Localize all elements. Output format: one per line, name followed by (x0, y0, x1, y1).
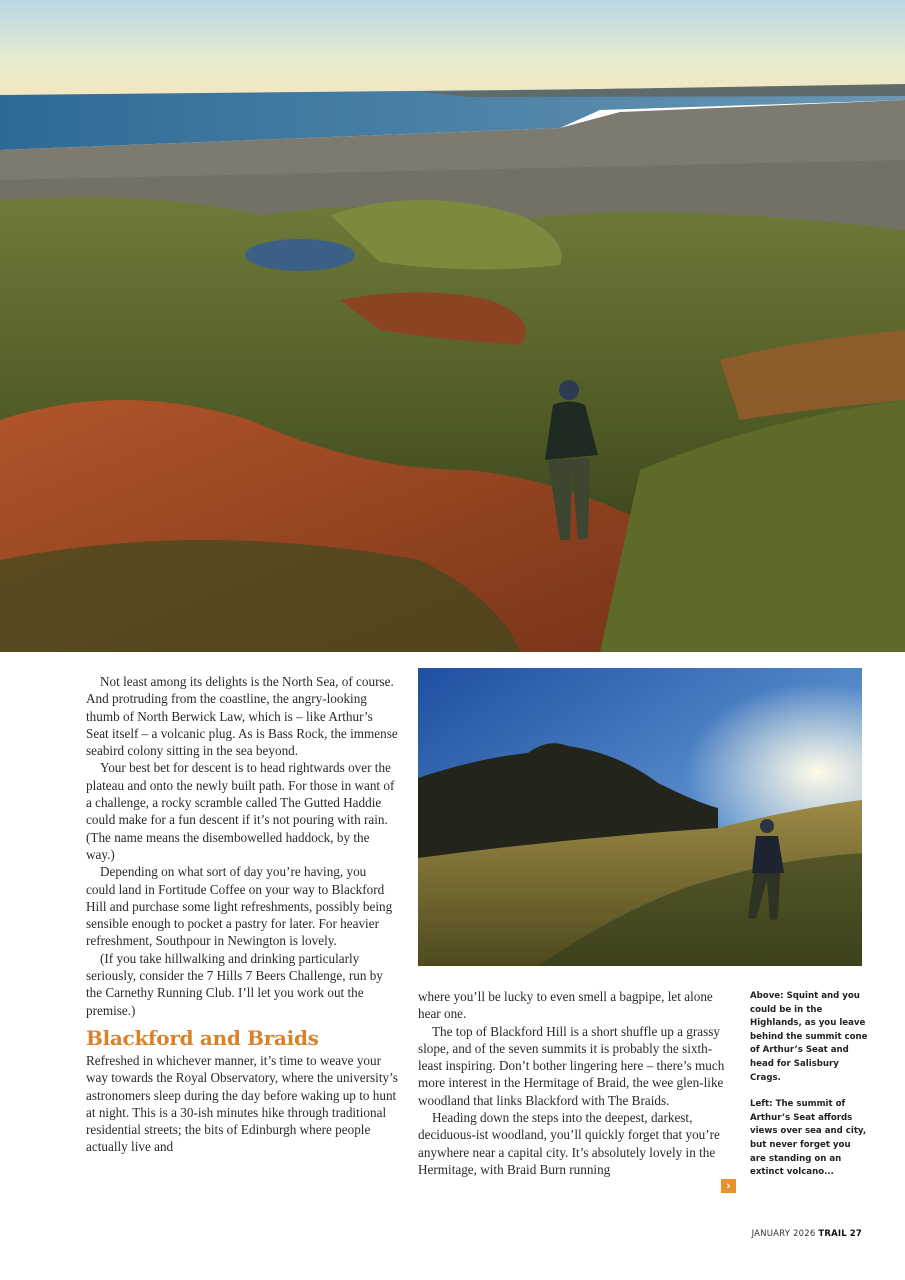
paragraph: The top of Blackford Hill is a short shuffle up a grassy slope, and of the seven summits it is probably the sixth-least inspiring. Don’t bother lingering here – there’s much more interest in the Hermitage of Braid, the wee glen-like woodland that links Blackford with The Braids. (418, 1023, 725, 1108)
issue-date: JANUARY 2026 (751, 1229, 816, 1239)
paragraph: Depending on what sort of day you’re having, you could land in Fortitude Coffee on your way to Blackford Hill and purchase some light refreshments, possibly being sensible enough to pocket a pastry for later. For heavier refreshment, Southpour in Newington is lovely. (86, 864, 393, 949)
paragraph: Not least among its delights is the North Sea, of course. And protruding from the coastline, the angry-looking thumb of North Berwick Law, which is – like Arthur’s Seat itself – a volcanic plug. As is Bass Rock, the immense seabird colony sitting in the sea beyond. (86, 674, 398, 759)
section-heading: Blackford and Braids (86, 1025, 319, 1050)
paragraph: (If you take hillwalking and drinking particularly seriously, consider the 7 Hills 7 Beers Challenge, run by the Carnethy Running Club. I’ll let you work out the premise.) (86, 950, 383, 1018)
photo-captions (750, 990, 868, 1193)
caption-above: Above: Squint and you could be in the Highlands, as you leave behind the summit cone of Arthur’s Seat and head for Salisbury Crags. (750, 991, 868, 1083)
page-folio (752, 1229, 862, 1239)
inset-photo (418, 668, 862, 966)
magazine-name: TRAIL (818, 1229, 847, 1239)
page-number: 27 (849, 1229, 862, 1239)
body-column-1 (86, 673, 398, 1156)
continue-arrow-icon: › (721, 1179, 736, 1193)
caption-left: Left: The summit of Arthur’s Seat affords views over sea and city, but never forget you are standing on an extinct volcano... (750, 1099, 867, 1178)
paragraph: Your best bet for descent is to head rightwards over the plateau and onto the newly built path. For those in want of a challenge, a rocky scramble called The Gutted Haddie could make for a fun descent if it’s not pouring with rain. (The name means the disembowelled haddock, by the way.) (86, 760, 395, 862)
paragraph: Heading down the steps into the deepest, darkest, deciduous-ist woodland, you’ll quickly forget that you’re anywhere near a capital city. It’s absolutely lovely in the Hermitage, with Braid Burn running (418, 1110, 720, 1177)
paragraph: where you’ll be lucky to even smell a bagpipe, let alone hear one. (418, 989, 713, 1022)
paragraph: Refreshed in whichever manner, it’s time to weave your way towards the Royal Observatory, where the university’s astronomers sleep during the day before waking up to hunt at night. This is a 30-ish minutes hike through traditional residential streets; the bits of Edinburgh where people actually live and (86, 1052, 398, 1155)
body-column-2 (418, 988, 730, 1178)
